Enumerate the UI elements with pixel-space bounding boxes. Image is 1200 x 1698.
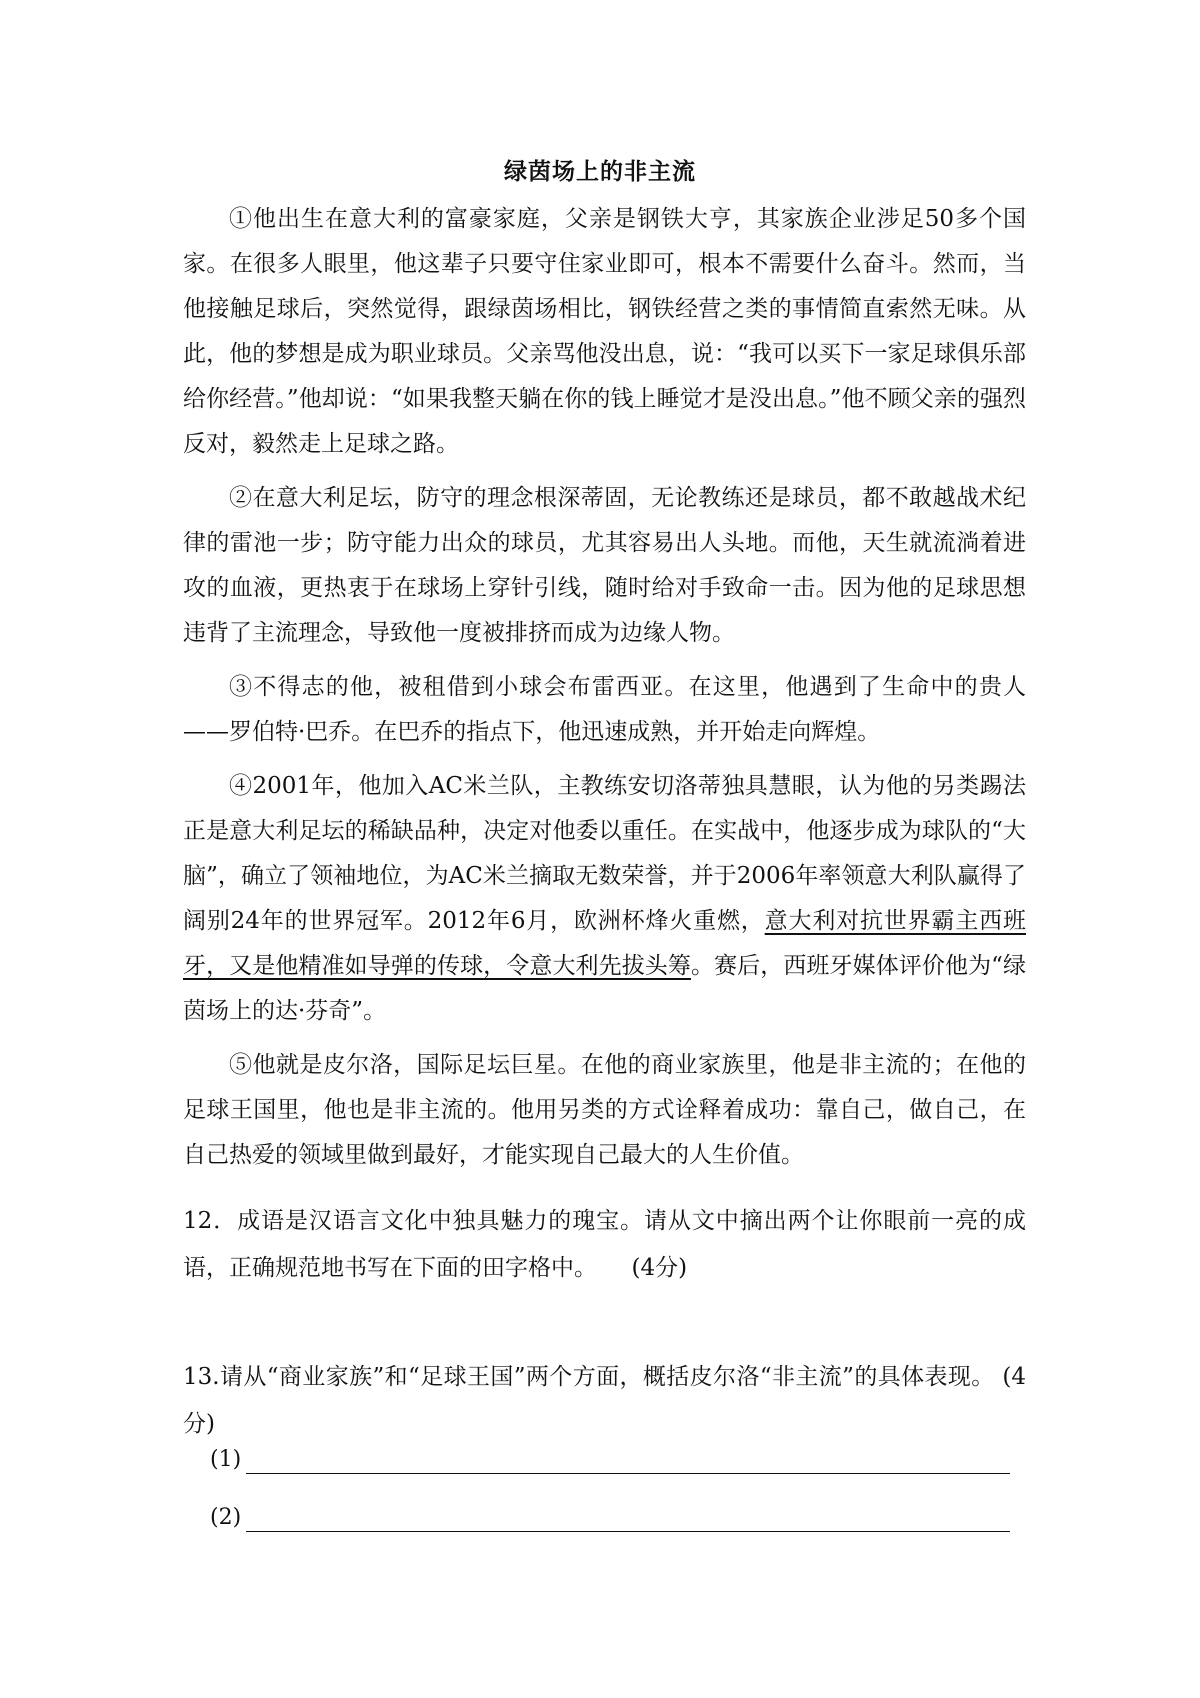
paragraph-1: ①他出生在意大利的富豪家庭，父亲是钢铁大亨，其家族企业涉足50多个国家。在很多人眼里，他这辈子只要守住家业即可，根本不需要什么奋斗。然而，当他接触足球后，突然觉得，跟绿茵场相比，钢铁经营之类的事情简直索然无味。从此，他的梦想是成为职业球员。父亲骂他没出息，说：“我可以买下一家足球俱乐部给你经营。”他却说：“如果我整天躺在你的钱上睡觉才是没出息。”他不顾父亲的强烈反对，毅然走上足球之路。 <box>183 206 1026 457</box>
question-12: 12．成语是汉语言文化中独具魅力的瑰宝。请从文中摘出两个让你眼前一亮的成语，正确规范地书写在下面的田字格中。 (4分) <box>183 1208 1026 1281</box>
answer-line-1-label: (1) <box>210 1447 242 1472</box>
paragraph-5: ⑤他就是皮尔洛，国际足坛巨星。在他的商业家族里，他是非主流的；在他的足球王国里，他也是非主流的。他用另类的方式诠释着成功：靠自己，做自己，在自己热爱的领域里做到最好，才能实现自己最大的人生价值。 <box>183 1052 1026 1168</box>
paragraph-3: ③不得志的他，被租借到小球会布雷西亚。在这里，他遇到了生命中的贵人——罗伯特·巴乔。在巴乔的指点下，他迅速成熟，并开始走向辉煌。 <box>183 674 1026 745</box>
answer-line-2-label: (2) <box>210 1505 242 1530</box>
paragraph-4-text-after: 。赛后，西班牙媒体评价他为“绿茵场上的达·芬奇”。 <box>183 953 1027 1024</box>
paragraph-4-underlined-text: 意大利对抗世界霸主西班牙，又是他精准如导弹的传球，令意大利先拔头筹 <box>183 908 1027 979</box>
answer-line-2-blank[interactable] <box>246 1531 1010 1532</box>
answer-line-1[interactable] <box>210 1440 1010 1480</box>
paragraph-2: ②在意大利足坛，防守的理念根深蒂固，无论教练还是球员，都不敢越战术纪律的雷池一步；防守能力出众的球员，尤其容易出人头地。而他，天生就流淌着进攻的血液，更热衷于在球场上穿针引线，随时给对手致命一击。因为他的足球思想违背了主流理念，导致他一度被排挤而成为边缘人物。 <box>183 485 1026 646</box>
answer-line-2[interactable] <box>210 1498 1010 1538</box>
article-title: 绿茵场上的非主流 <box>504 158 696 185</box>
paragraph-4 <box>183 764 1026 1034</box>
answer-line-1-blank[interactable] <box>246 1473 1010 1474</box>
article-body <box>183 197 1026 1178</box>
paragraph-4-text-before: ④2001年，他加入AC米兰队，主教练安切洛蒂独具慧眼，认为他的另类踢法正是意大利足坛的稀缺品种，决定对他委以重任。在实战中，他逐步成为球队的“大脑”，确立了领袖地位，为AC米兰摘取无数荣誉，并于2006年率领意大利队赢得了阔别24年的世界冠军。2012年6月，欧洲杯烽火重燃， <box>183 773 1026 934</box>
question-13: 13.请从“商业家族”和“足球王国”两个方面，概括皮尔洛“非主流”的具体表现。 (4分) <box>183 1364 1026 1437</box>
